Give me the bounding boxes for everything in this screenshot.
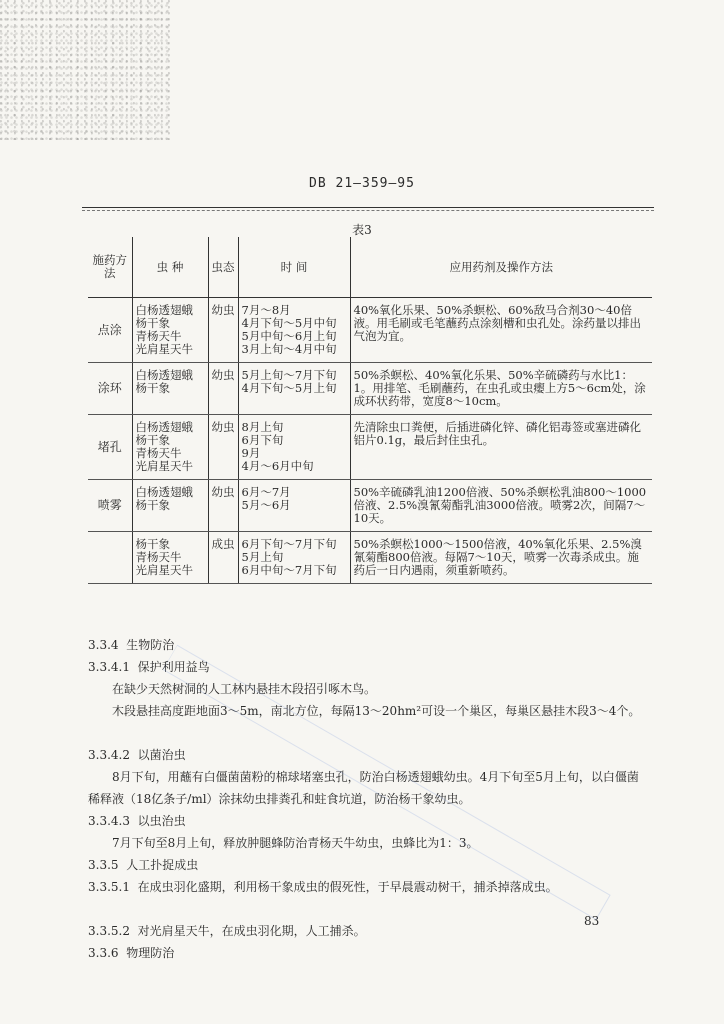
- table-row: [88, 532, 652, 584]
- section-number: 3.3.4.2: [88, 748, 130, 762]
- stage-cell: 幼虫: [208, 480, 238, 532]
- method-cell: 点涂: [88, 298, 132, 363]
- table-row: [88, 298, 652, 363]
- pest-cell: [132, 480, 208, 532]
- ops-cell: [350, 480, 652, 532]
- table-header-row: [88, 237, 652, 298]
- time-value: 7月～8月: [241, 303, 291, 317]
- ops-cell: [350, 298, 652, 363]
- section-title: 保护利用益鸟: [137, 660, 210, 674]
- pest-name: 白杨透翅蛾: [135, 420, 193, 434]
- time-value: 5月上旬: [241, 550, 284, 564]
- method-cell: [88, 532, 132, 584]
- time-cell: [238, 532, 350, 584]
- time-value: 6月～7月: [241, 485, 291, 499]
- time-cell: [238, 480, 350, 532]
- ops-cell: [350, 532, 652, 584]
- section-title: 人工扑捉成虫: [126, 858, 199, 872]
- table-row: [88, 363, 652, 415]
- time-value: 6月下旬～7月下旬: [241, 537, 337, 551]
- time-cell: [238, 363, 350, 415]
- section-text: 在成虫羽化盛期，利用杨干象成虫的假死性，于早晨震动树干，捕杀掉落成虫。: [137, 880, 558, 894]
- section-title: 以菌治虫: [137, 748, 186, 762]
- pest-name: 白杨透翅蛾: [135, 485, 193, 499]
- pest-name: 青杨天牛: [135, 446, 182, 460]
- ops-cell: [350, 363, 652, 415]
- pest-name: 杨干象: [135, 433, 170, 447]
- pest-name: 白杨透翅蛾: [135, 303, 193, 317]
- col-header-time: 时 间: [238, 237, 350, 298]
- pest-name: 光肩星天牛: [135, 563, 193, 577]
- paragraph: 8月下旬，用蘸有白僵菌菌粉的棉球堵塞虫孔，防治白杨透翅蛾幼虫。4月下旬至5月上旬，以白僵菌稀释液（18亿条子/ml）涂抹幼虫排粪孔和蛀食坑道，防治杨干象幼虫。: [88, 770, 639, 806]
- time-value: 4月下旬～5月中旬: [241, 316, 337, 330]
- table-caption: 表3: [352, 223, 372, 237]
- table-row: [88, 415, 652, 480]
- stage-cell: 幼虫: [208, 415, 238, 480]
- pest-name: 青杨天牛: [135, 329, 182, 343]
- page-number: 83: [584, 914, 600, 928]
- section-title: 生物防治: [126, 638, 175, 652]
- ops-text: 先清除虫口粪便，后插进磷化锌、磷化铝毒签或塞进磷化铝片0.1g，最后封住虫孔。: [353, 420, 641, 447]
- pest-name: 杨干象: [135, 498, 170, 512]
- pest-name: 白杨透翅蛾: [135, 368, 193, 382]
- section-number: 3.3.5.1: [88, 880, 130, 894]
- table-row: [88, 480, 652, 532]
- stage-cell: 幼虫: [208, 298, 238, 363]
- pest-name: 青杨天牛: [135, 550, 182, 564]
- header-rule-dashed: [82, 210, 654, 211]
- stage-cell: 成虫: [208, 532, 238, 584]
- section-number: 3.3.4.1: [88, 660, 130, 674]
- col-header-ops: 应用药剂及操作方法: [350, 237, 652, 298]
- col-header-method: 施药方法: [88, 237, 132, 298]
- time-value: 6月下旬: [241, 433, 284, 447]
- pest-cell: [132, 532, 208, 584]
- time-value: 3月上旬～4月中旬: [241, 342, 337, 356]
- pest-name: 光肩星天牛: [135, 342, 193, 356]
- method-cell: 喷雾: [88, 480, 132, 532]
- section-paragraph: [88, 920, 648, 942]
- col-header-stage: 虫态: [208, 237, 238, 298]
- time-value: 5月中旬～6月上旬: [241, 329, 337, 343]
- pest-cell: [132, 363, 208, 415]
- paragraph: 在缺少天然树洞的人工林内悬挂木段招引啄木鸟。: [112, 682, 377, 696]
- time-value: 4月下旬～5月上旬: [241, 381, 337, 395]
- section-number: 3.3.6: [88, 946, 119, 960]
- document-header: DB 21—359—95: [309, 176, 415, 191]
- pest-name: 杨干象: [135, 316, 170, 330]
- pest-cell: [132, 415, 208, 480]
- scan-speckle-noise: [0, 0, 170, 140]
- section-heading: [88, 942, 648, 964]
- section-number: 3.3.5.2: [88, 924, 130, 938]
- pest-name: 光肩星天牛: [135, 459, 193, 473]
- ops-text: 50%杀螟松、40%氧化乐果、50%辛硫磷药与水比1：1。用排笔、毛刷蘸药，在虫孔或虫瘿上方5～6cm处，涂成环状药带，宽度8～10cm。: [353, 368, 646, 408]
- time-value: 5月上旬～7月下旬: [241, 368, 337, 382]
- time-value: 8月上旬: [241, 420, 284, 434]
- time-cell: [238, 298, 350, 363]
- time-cell: [238, 415, 350, 480]
- time-value: 6月中旬～7月下旬: [241, 563, 337, 577]
- header-rule: [82, 207, 654, 208]
- treatment-table-wrapper: [88, 237, 652, 584]
- stage-cell: 幼虫: [208, 363, 238, 415]
- section-title: 物理防治: [126, 946, 175, 960]
- section-number: 3.3.5: [88, 858, 119, 872]
- ops-cell: [350, 415, 652, 480]
- time-value: 4月～6月中旬: [241, 459, 314, 473]
- section-heading: [88, 810, 648, 832]
- time-value: 5月～6月: [241, 498, 291, 512]
- section-text: 对光肩星天牛，在成虫羽化期，人工捕杀。: [137, 924, 366, 938]
- pest-cell: [132, 298, 208, 363]
- pest-name: 杨干象: [135, 381, 170, 395]
- paragraph: 木段悬挂高度距地面3～5m，南北方位，每隔13～20hm²可设一个巢区，每巢区悬挂木段3～4个。: [112, 704, 641, 718]
- time-value: 9月: [241, 446, 261, 460]
- method-cell: 涂环: [88, 363, 132, 415]
- paragraph: 7月下旬至8月上旬，释放肿腿蜂防治青杨天牛幼虫，虫蜂比为1：3。: [112, 836, 479, 850]
- ops-text: 50%辛硫磷乳油1200倍液、50%杀螟松乳油800～1000倍液、2.5%溴氰菊酯乳油3000倍液。喷雾2次，间隔7～10天。: [353, 485, 647, 525]
- method-cell: 堵孔: [88, 415, 132, 480]
- ops-text: 40%氧化乐果、50%杀螟松、60%敌马合剂30～40倍液。用毛刷或毛笔蘸药点涂刻槽和虫孔处。涂药量以排出气泡为宜。: [353, 303, 641, 343]
- ops-text: 50%杀螟松1000～1500倍液，40%氧化乐果、2.5%溴氰菊酯800倍液。每隔7～10天，喷雾一次毒杀成虫。施药后一日内遇雨，须重新喷药。: [353, 537, 642, 577]
- pest-name: 杨干象: [135, 537, 170, 551]
- section-title: 以虫治虫: [137, 814, 186, 828]
- col-header-pest: 虫 种: [132, 237, 208, 298]
- treatment-table: [88, 237, 652, 584]
- section-number: 3.3.4.3: [88, 814, 130, 828]
- section-number: 3.3.4: [88, 638, 119, 652]
